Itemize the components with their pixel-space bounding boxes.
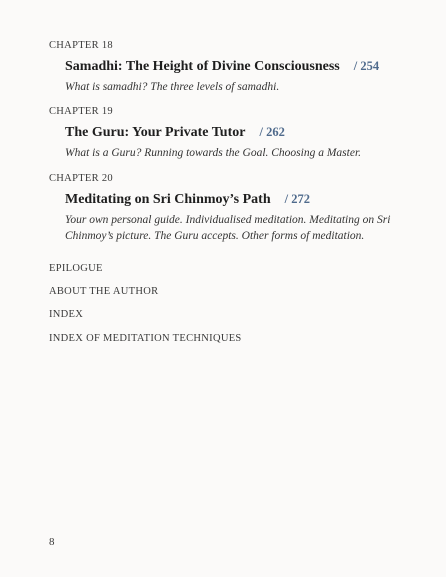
chapter-18-entry <box>49 39 429 95</box>
epilogue-entry: EPILOGUE <box>49 263 103 274</box>
chapter-description: What is a Guru? Running towards the Goal. Choosing a Master. <box>65 147 362 159</box>
chapter-label: CHAPTER 18 <box>49 40 113 51</box>
chapter-20-entry <box>49 172 429 244</box>
chapter-page-number: / 254 <box>353 59 380 73</box>
chapter-label: CHAPTER 19 <box>49 106 113 117</box>
chapter-title: Samadhi: The Height of Divine Consciousness <box>65 59 340 74</box>
chapter-title-row <box>65 57 429 76</box>
chapter-label: CHAPTER 20 <box>49 173 113 184</box>
chapter-page-number: / 262 <box>259 125 285 139</box>
about-author-entry: ABOUT THE AUTHOR <box>49 286 159 297</box>
chapter-title-row <box>65 190 429 209</box>
index-entry: INDEX <box>49 309 84 320</box>
meditation-index-entry: INDEX OF MEDITATION TECHNIQUES <box>49 333 242 344</box>
page-number: 8 <box>49 536 55 548</box>
chapter-page-number: / 272 <box>284 192 310 206</box>
chapter-title-row <box>65 123 429 142</box>
chapter-title: The Guru: Your Private Tutor <box>65 125 246 140</box>
chapter-description: Your own personal guide. Individualised meditation. Meditating on Sri Chinmoy’s picture. The Guru accepts. Other forms of meditation. <box>65 214 391 242</box>
chapter-19-entry <box>49 105 429 161</box>
chapter-description: What is samadhi? The three levels of samadhi. <box>65 81 280 93</box>
chapter-title: Meditating on Sri Chinmoy’s Path <box>65 192 271 207</box>
